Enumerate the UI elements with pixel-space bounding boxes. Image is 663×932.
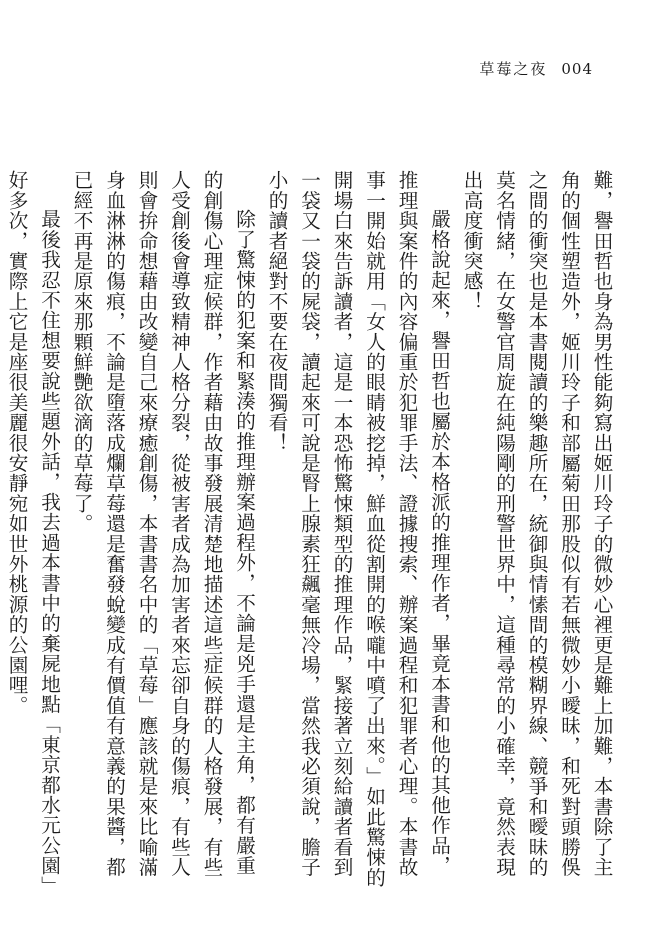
vertical-body-text [5, 170, 617, 890]
paragraph-3: 除了驚悚的犯案和緊湊的推理辦案過程外，不論是兇手還是主角，都有嚴重的創傷心理症候群，作者藉由故事發展清楚地描述這些症候群的人格發展，有些人受創後會導致精神人格分裂，從被害者成為加害者來忘卻自身的傷痕，有些人則會拚命想藉由改變自己來療癒創傷，本書書名中的「草莓」應該就是來比喻滿身血淋淋的傷痕，不論是墮落成爛草莓還是奮發蛻變成有價值有意義的果醬，都已經不再是原來那顆鮮艷欲滴的草莓了。 [70, 170, 256, 877]
paragraph-2: 嚴格說起來，譽田哲也屬於本格派的推理作者，畢竟本書和他的其他作品，推理與案件的內容偏重於犯罪手法、證據搜索、辦案過程和犯罪者心理。本書故事一開始就用「女人的眼睛被挖掉，鮮血從割開的喉嚨中噴了出來。」如此驚悚的開場白來告訴讀者，這是一本恐怖驚悚類型的推理作品，緊接著立刻給讀者看到一袋又一袋的屍袋，讀起來可說是腎上腺素狂飆毫無冷場，當然我必須說，膽子小的讀者絕對不要在夜間獨看！ [265, 170, 451, 888]
page-number: 004 [561, 60, 593, 78]
paragraph-1: 難，譽田哲也身為男性能夠寫出姬川玲子的微妙心裡更是難上加難，本書除了主角的個性塑造外，姬川玲子和部屬菊田那股似有若無微妙小曖昧，和死對頭勝俁之間的衝突也是本書閱讀的樂趣所在，統御與情愫間的模糊界線、競爭和曖昧的莫名情緒，在女警官周旋在純陽剛的刑警世界中，這種尋常的小確幸，竟然表現出高度衝突感！ [460, 170, 613, 877]
running-header [479, 58, 593, 79]
book-title: 草莓之夜 [479, 60, 548, 78]
paragraph-4: 最後我忍不住想要說些題外話，我去過本書中的棄屍地點「東京都水元公園」好多次，實際上它是座很美麗很安靜宛如世外桃源的公園哩。 [5, 170, 61, 887]
